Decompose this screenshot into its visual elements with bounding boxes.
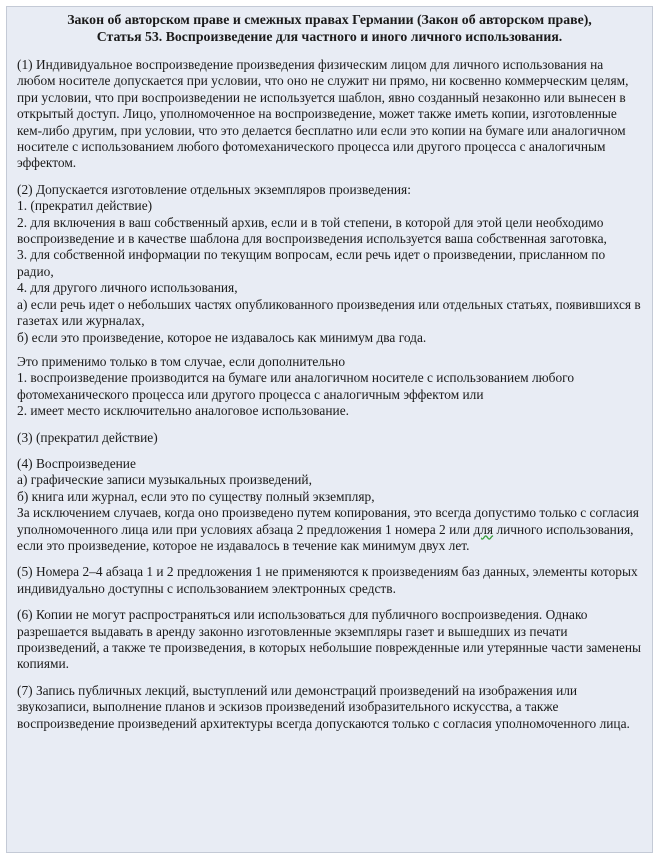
paragraph-2-condition-line: Это применимо только в том случае, если дополнительно [17, 353, 346, 369]
document-title [17, 11, 642, 45]
paragraph-2-line: 3. для собственной информации по текущим вопросам, если речь идет о произведении, присланном по радио, [17, 247, 606, 279]
paragraph-3: (3) (прекратил действие) [17, 429, 158, 445]
paragraph-2-conditions [17, 354, 642, 420]
paragraph-6: (6) Копии не могут распространяться или использоваться для публичного воспроизведения. Однако разрешается выдавать в аренду законно изготовленные экземпляры газет и вышедших из печати произведений, а также те произведения, в которых небольшие поврежденные или утерянные части заменены копиями. [17, 607, 642, 672]
document-page [6, 6, 653, 853]
paragraph-4-tail-before: За исключением случаев, когда оно произведено путем копирования, это всегда допустимо только с согласия уполномоченного лица или при условиях абзаца 2 предложения 1 номера 2 или [17, 505, 639, 537]
paragraph-2 [17, 182, 642, 346]
paragraph-2-line: 2. для включения в ваш собственный архив, если и в той степени, в которой для этой цели необходимо воспроизведение и в качестве шаблона для воспроизведения используется ваша собственная заготовка, [17, 214, 607, 247]
paragraph-2-line: 1. (прекратил действие) [17, 198, 153, 214]
spellcheck-marked-word: для [473, 521, 494, 537]
paragraph-4-tail [17, 505, 642, 554]
paragraph-2-line: б) если это произведение, которое не издавалось как минимум два года. [17, 329, 427, 345]
paragraph-4 [17, 456, 642, 554]
title-line-2: Статья 53. Воспроизведение для частного и иного личного использования. [96, 29, 563, 44]
paragraph-4-line: а) графические записи музыкальных произведений, [17, 472, 312, 488]
paragraph-2-line: а) если речь идет о небольших частях опубликованного произведения или отдельных статьях, появившихся в газетах или журналах, [17, 296, 641, 329]
paragraph-2-line: (2) Допускается изготовление отдельных экземпляров произведения: [17, 181, 411, 197]
title-line-1: Закон об авторском праве и смежных правах Германии (Закон об авторском праве), [67, 12, 592, 27]
paragraph-4-line: б) книга или журнал, если это по существу полный экземпляр, [17, 488, 375, 504]
paragraph-1: (1) Индивидуальное воспроизведение произведения физическим лицом для личного использования на любом носителе допускается при условии, что оно не служит ни прямо, ни косвенно коммерческим целям, при условии, что при воспроизведении не используется шаблон, явно созданный незаконно или вынесен в открытый доступ. Лицо, уполномоченное на воспроизведение, может также иметь копии, изготовленные кем-либо другим, при условии, что это делается бесплатно или если это копии на бумаге или аналогичном носителе с использованием любого фотомеханического процесса или другого процесса с аналогичным эффектом. [17, 57, 629, 171]
paragraph-2-condition-line: 1. воспроизведение производится на бумаге или аналогичном носителе с использованием любого фотомеханического процесса или другого процесса с аналогичным эффектом или [17, 370, 575, 402]
paragraph-7: (7) Запись публичных лекций, выступлений или демонстраций произведений на изображения или звукозаписи, выполнение планов и эскизов произведений изобразительного искусства, а также воспроизведение произведений архитектуры всегда допускаются только с согласия уполномоченного лица. [17, 682, 630, 731]
paragraph-4-tail-after: личного использования, если это произведение, которое не издавалось в течение как минимум двух лет. [17, 521, 634, 553]
paragraph-5: (5) Номера 2–4 абзаца 1 и 2 предложения 1 не применяются к произведениям баз данных, элементы которых индивидуально доступны с использованием электронных средств. [17, 564, 638, 596]
paragraph-4-line: (4) Воспроизведение [17, 455, 136, 471]
paragraph-2-line: 4. для другого личного использования, [17, 280, 238, 296]
paragraph-2-condition-line: 2. имеет место исключительно аналоговое использование. [17, 403, 349, 419]
